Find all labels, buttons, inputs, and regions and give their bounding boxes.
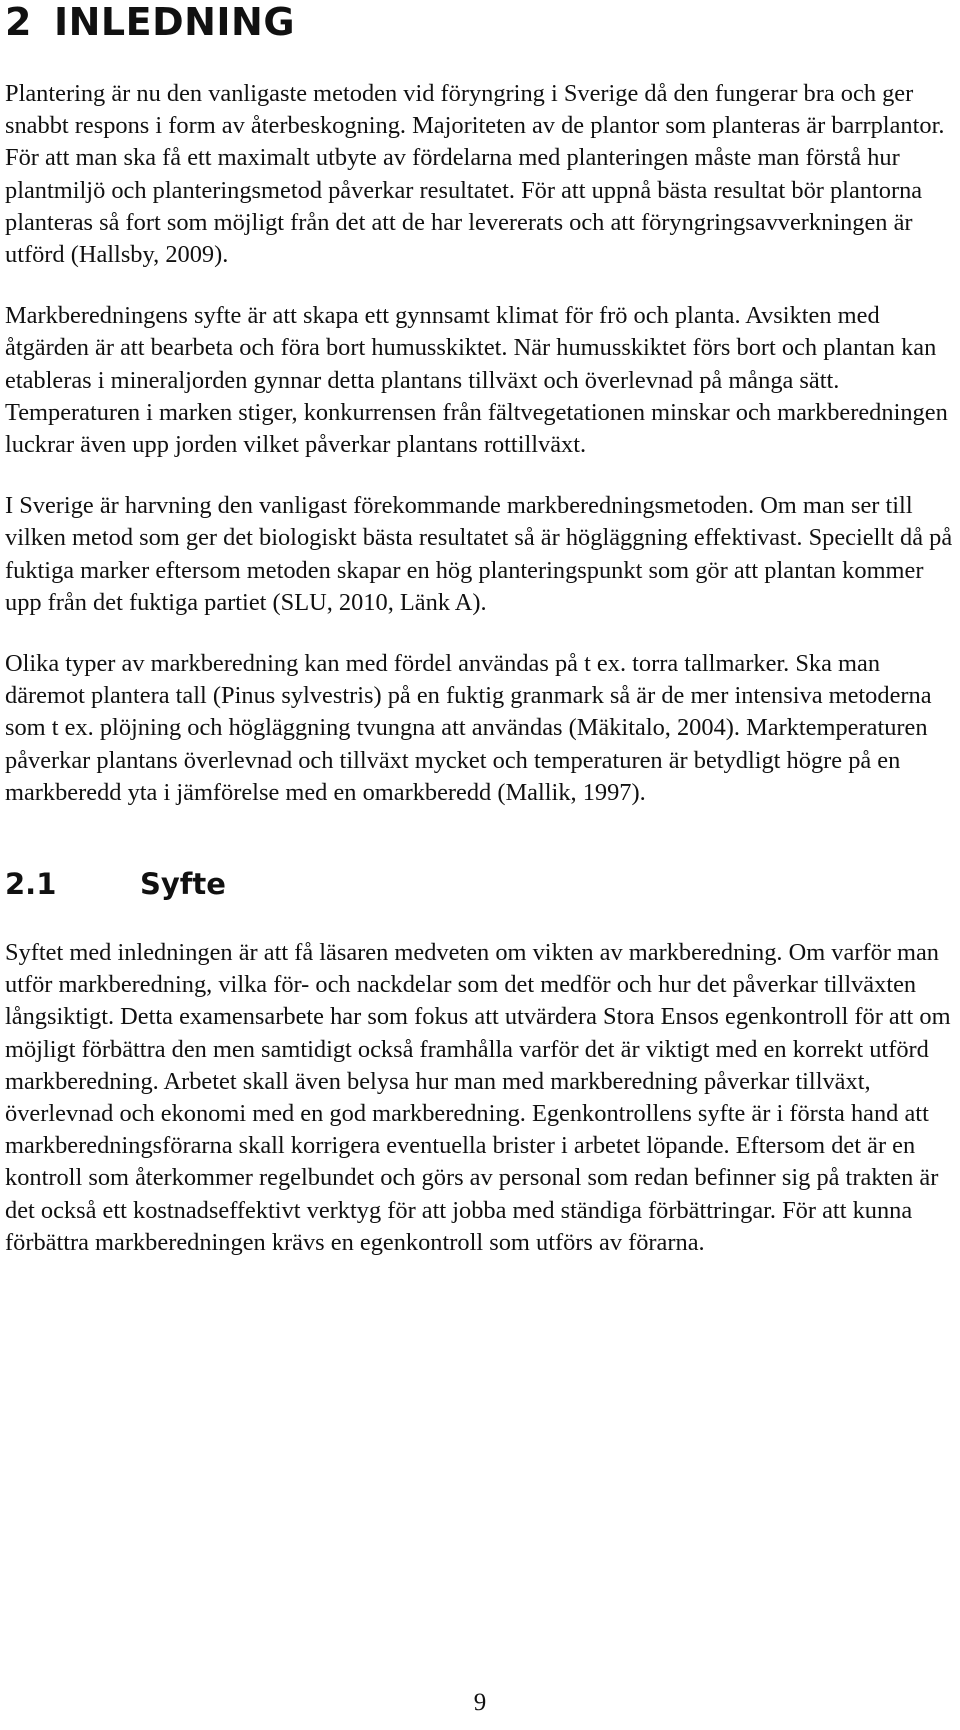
page-content xyxy=(5,0,953,1259)
paragraph-syfte: Syftet med inledningen är att få läsaren medveten om vikten av markberedning. Om varför man utför markberedning, vilka för- och nackdelar som det medför och hur det påverkar tillväxten långsiktigt. Detta examensarbete har som fokus att utvärdera Stora Ensos egenkontroll för att om möjligt förbättra den men samtidigt också framhålla varför det är viktigt med en korrekt utförd markberedning. Arbetet skall även belysa hur man med markberedning påverkar tillväxt, överlevnad och ekonomi med en god markberedning. Egenkontrollens syfte är i första hand att markberedningsförarna skall korrigera eventuella brister i arbetet löpande. Eftersom det är en kontroll som återkommer regelbundet och görs av personal som redan befinner sig på trakten är det också ett kostnadseffektivt verktyg för att jobba med ständiga förbättringar. För att kunna förbättra markberedningen krävs en egenkontroll som utförs av förarna. xyxy=(5,939,951,1256)
chapter-heading xyxy=(5,0,953,46)
section-number: 2.1 xyxy=(5,867,57,902)
page-number: 9 xyxy=(473,1689,487,1716)
section-title: Syfte xyxy=(140,867,226,902)
paragraph-plantering: Plantering är nu den vanligaste metoden vid föryngring i Sverige då den fungerar bra och ger snabbt respons i form av återbeskogning. Majoriteten av de plantor som planteras är barrplantor. För att man ska få ett maximalt utbyte av fördelarna med planteringen måste man förstå hur plantmiljö och planteringsmetod påverkar resultatet. För att uppnå bästa resultat bör plantorna planteras så fort som möjligt från det att de har levererats och att föryngringsavverkningen är utförd (Hallsby, 2009). xyxy=(5,80,945,269)
paragraph-harvning: I Sverige är harvning den vanligast förekommande markberedningsmetoden. Om man ser till vilken metod som ger det biologiskt bästa resultatet så är högläggning effektivast. Speciellt då på fuktiga marker eftersom metoden skapar en hög planteringspunkt som gör att plantan kommer upp från det fuktiga partiet (SLU, 2010, Länk A). xyxy=(5,492,953,616)
paragraph-markberedningens-syfte: Markberedningens syfte är att skapa ett gynnsamt klimat för frö och planta. Avsikten med åtgärden är att bearbeta och föra bort humusskiktet. När humusskiktet förs bort och plantan kan etableras i mineraljorden gynnar detta plantans tillväxt och överlevnad på många sätt. Temperaturen i marken stiger, konkurrensen från fältvegetationen minskar och markberedningen luckrar även upp jorden vilket påverkar plantans rottillväxt. xyxy=(5,302,948,459)
chapter-number: 2 xyxy=(5,0,32,44)
section-heading xyxy=(5,867,953,901)
chapter-title: INLEDNING xyxy=(53,0,296,44)
paragraph-typer-av-markberedning: Olika typer av markberedning kan med fördel användas på t ex. torra tallmarker. Ska man däremot plantera tall (Pinus sylvestris) på en fuktig granmark så är de mer intensiva metoderna som t ex. plöjning och högläggning tvungna att användas (Mäkitalo, 2004). Marktemperaturen påverkar plantans överlevnad och tillväxt mycket och temperaturen är betydligt högre på en markberedd yta i jämförelse med en omarkberedd (Mallik, 1997). xyxy=(5,650,932,806)
